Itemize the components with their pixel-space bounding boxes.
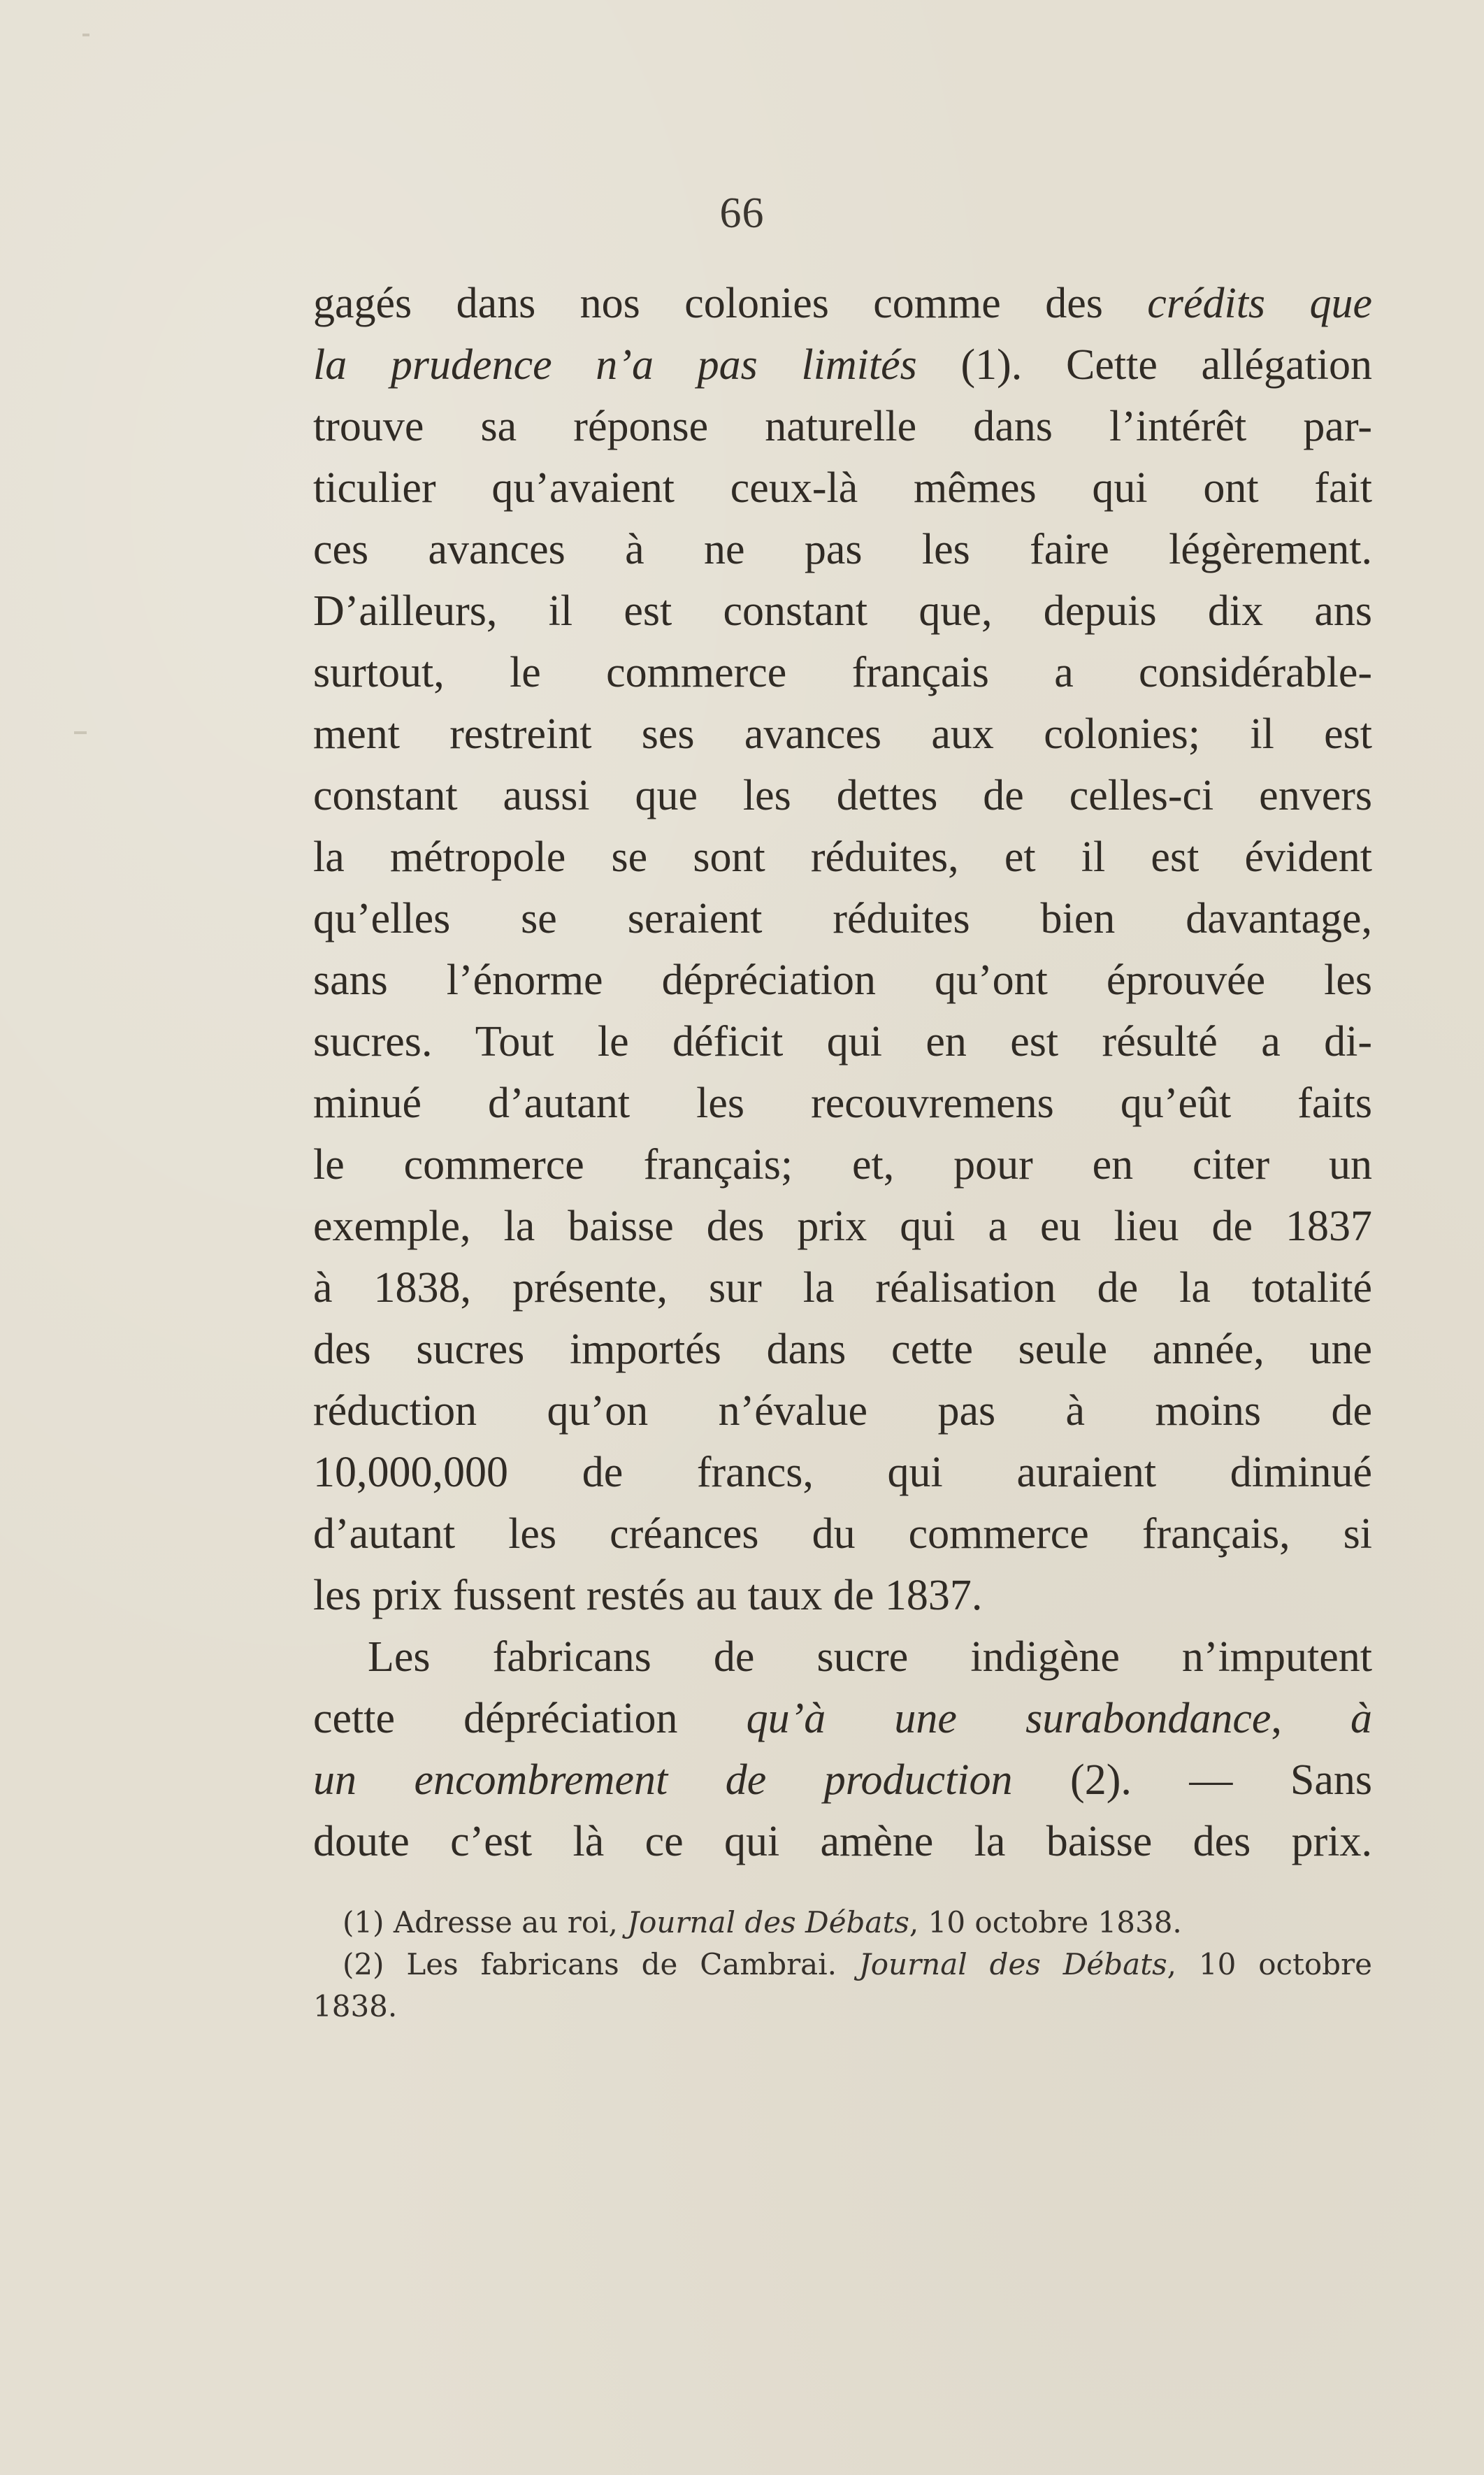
italic-text-run: crédits que: [1147, 280, 1372, 327]
text-line: [313, 273, 1372, 334]
italic-text-run: un encombrement de production: [313, 1756, 1013, 1804]
text-line: D’ailleurs, il est constant que, depuis dix ans: [313, 587, 1372, 635]
paragraph-end-line: les prix fussent restés au taux de 1837.: [313, 1572, 983, 1619]
footnote-text: , 10 octobre 1838.: [909, 1905, 1182, 1939]
footnote-2-continuation: 1838.: [313, 1989, 398, 2023]
footnotes: [313, 1902, 1372, 2028]
text-line: le commerce français; et, pour en citer un: [313, 1141, 1372, 1189]
text-line: la métropole se sont réduites, et il est évident: [313, 833, 1372, 881]
text-run: cette dépréciation: [313, 1695, 747, 1742]
text-line: à 1838, présente, sur la réalisation de la totalité: [313, 1264, 1372, 1312]
text-line: ment restreint ses avances aux colonies; il est: [313, 710, 1372, 758]
page-speck: [82, 34, 89, 36]
text-line: [313, 334, 1372, 396]
text-line: sans l’énorme dépréciation qu’ont éprouvée les: [313, 956, 1372, 1004]
text-run: (1). Cette allégation: [916, 341, 1373, 389]
text-line: minué d’autant les recouvremens qu’eût faits: [313, 1079, 1372, 1127]
body-text: [313, 273, 1372, 1872]
text-run: gagés dans nos colonies comme des: [313, 280, 1148, 327]
text-run: ,: [1271, 1695, 1350, 1742]
text-line: sucres. Tout le déficit qui en est résulté a di-: [313, 1018, 1372, 1066]
italic-text-run: la prudence n’a pas limités: [313, 341, 917, 389]
paragraph-start-line: Les fabricans de sucre indigène n’imputent: [368, 1633, 1372, 1681]
text-line: [313, 1749, 1372, 1811]
text-line: 10,000,000 de francs, qui auraient diminué: [313, 1449, 1372, 1496]
footnote-2: [343, 1944, 1372, 1986]
footnote-journal: Journal des Débats: [858, 1947, 1167, 1981]
text-line: trouve sa réponse naturelle dans l’intérêt par-: [313, 403, 1372, 450]
text-line: exemple, la baisse des prix qui a eu lieu de 1837: [313, 1203, 1372, 1250]
footnote-text: (2) Les fabricans de Cambrai.: [343, 1947, 859, 1981]
text-line: qu’elles se seraient réduites bien davantage,: [313, 895, 1372, 942]
text-line: ces avances à ne pas les faire légèrement.: [313, 526, 1372, 573]
footnote-text: (1) Adresse au roi,: [343, 1905, 628, 1939]
text-line: surtout, le commerce français a considérable-: [313, 649, 1372, 696]
text-line: réduction qu’on n’évalue pas à moins de: [313, 1387, 1372, 1435]
text-run: (2). — Sans: [1012, 1756, 1372, 1804]
text-line: [313, 1688, 1372, 1749]
footnote-journal: Journal des Débats: [627, 1905, 909, 1939]
italic-text-run: qu’à une surabondance: [746, 1695, 1272, 1742]
text-line: d’autant les créances du commerce français, si: [313, 1510, 1372, 1558]
page-number: 66: [719, 189, 765, 237]
footnote-1: [343, 1902, 1372, 1944]
text-line: doute c’est là ce qui amène la baisse des prix.: [313, 1818, 1372, 1865]
footnote-text: , 10 octobre: [1167, 1947, 1372, 1981]
text-line: ticulier qu’avaient ceux-là mêmes qui ont fait: [313, 464, 1372, 512]
text-line: constant aussi que les dettes de celles-ci envers: [313, 772, 1372, 819]
page-speck: [74, 731, 87, 734]
text-line: des sucres importés dans cette seule année, une: [313, 1326, 1372, 1373]
italic-text-run: à: [1350, 1695, 1372, 1742]
